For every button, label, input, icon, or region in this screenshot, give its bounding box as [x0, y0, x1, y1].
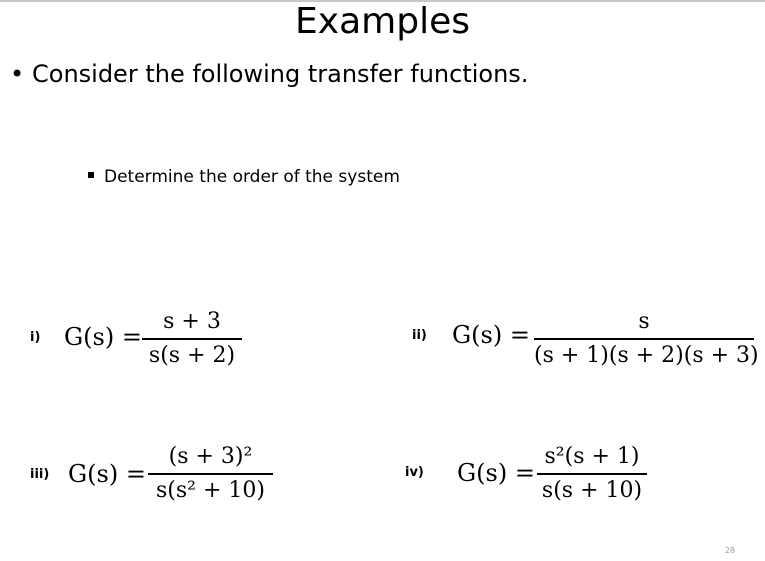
page-number: 28	[724, 546, 735, 555]
equation-lhs: G(s) =	[457, 459, 535, 487]
fraction-bar	[534, 338, 754, 340]
numerator: (s + 3)²	[168, 444, 253, 469]
equation-lhs: G(s) =	[452, 321, 530, 349]
fraction-bar	[142, 338, 242, 340]
sub-bullet-point	[88, 165, 400, 189]
fraction-bar	[537, 473, 647, 475]
fraction	[142, 309, 242, 369]
fraction	[148, 444, 273, 504]
bullet-text: Consider the following transfer functions.	[32, 60, 529, 88]
bullet-point	[10, 58, 528, 90]
equation-label: iv)	[405, 465, 424, 480]
fraction-bar	[148, 473, 273, 475]
equation-iv	[405, 440, 655, 520]
equation-lhs: G(s) =	[68, 460, 146, 488]
sub-bullet-text: Determine the order of the system	[104, 167, 400, 187]
equation-lhs: G(s) =	[64, 323, 142, 351]
denominator: s(s² + 10)	[156, 477, 265, 503]
equation-label: i)	[30, 330, 41, 345]
equation-ii	[412, 305, 757, 385]
slide-title: Examples	[295, 1, 470, 42]
square-bullet-icon	[88, 172, 94, 178]
bullet-dot-icon: •	[10, 60, 25, 88]
denominator: s(s + 10)	[541, 477, 643, 503]
equation-iii	[30, 440, 280, 520]
numerator: s + 3	[163, 309, 221, 334]
numerator: s²(s + 1)	[544, 444, 640, 469]
fraction	[534, 309, 759, 369]
equation-label: ii)	[412, 328, 427, 343]
fraction	[537, 444, 647, 504]
equation-label: iii)	[30, 467, 50, 482]
denominator: s(s + 2)	[148, 342, 236, 368]
numerator: s	[638, 309, 650, 334]
equation-i	[30, 305, 270, 385]
denominator: (s + 1)(s + 2)(s + 3)	[534, 342, 759, 368]
